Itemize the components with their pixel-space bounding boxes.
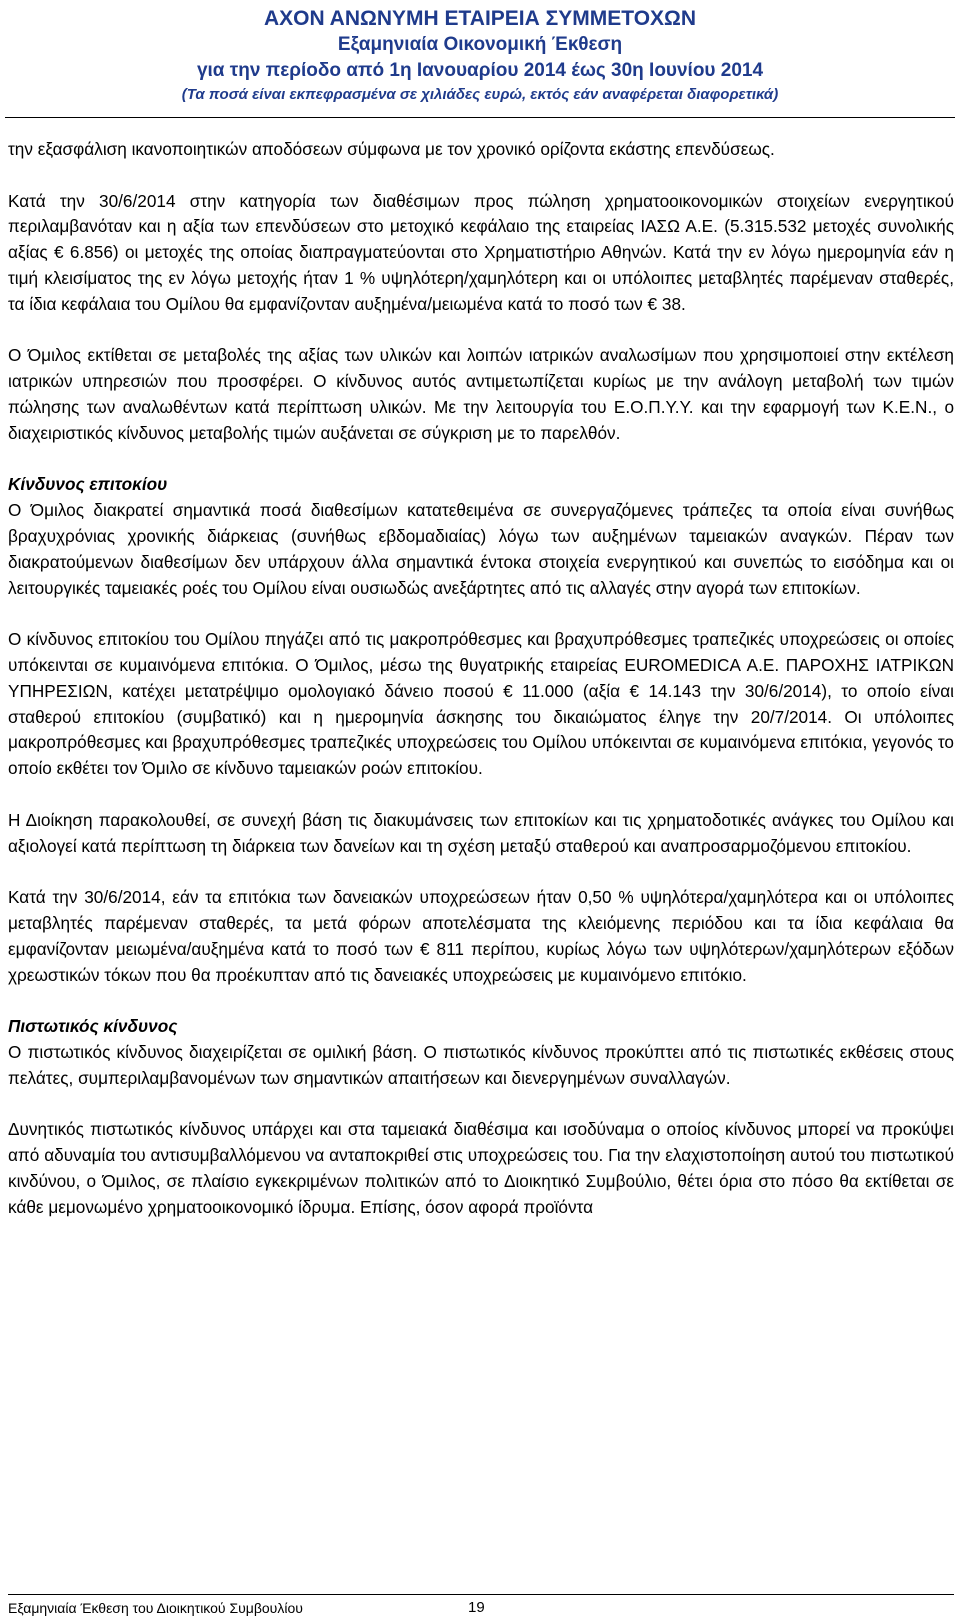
paragraph: Η Διοίκηση παρακολουθεί, σε συνεχή βάση τις διακυμάνσεις των επιτοκίων και τις χρηματοδοτικές ανάγκες του Ομίλου και αξιολογεί κατά περίπτωση τη διάρκεια των δανείων και τη σχέση μεταξύ σταθερού και αναπροσαρμοζόμενου επιτοκίου. [8, 809, 954, 856]
paragraph: Ο Όμιλος εκτίθεται σε μεταβολές της αξίας των υλικών και λοιπών ιατρικών αναλωσίμων που χρησιμοποιεί στην εκτέλεση ιατρικών υπηρεσιών που προσφέρει. Ο κίνδυνος αυτός αντιμετωπίζεται κυρίως με την ανάλογη μεταβολή των τιμών πώλησης των αναλωθέντων κατά περίπτωση υλικών. Με την λειτουργία του Ε.Ο.Π.Υ.Υ. και την εφαρμογή των Κ.Ε.Ν., ο διαχειριστικός κίνδυνος μεταβολής τιμών αυξάνεται σε σύγκριση με το παρελθόν. [8, 345, 954, 443]
paragraph: Ο κίνδυνος επιτοκίου του Ομίλου πηγάζει από τις μακροπρόθεσμες και βραχυπρόθεσμες τραπεζικές υποχρεώσεις οι οποίες υπόκεινται σε κυμαινόμενα επιτόκια. Ο Όμιλος, μέσω της θυγατρικής εταιρείας EUROMEDICA Α.Ε. ΠΑΡΟΧΗΣ ΙΑΤΡΙΚΩΝ ΥΠΗΡΕΣΙΩΝ, κατέχει μετατρέψιμο ομολογιακό δάνειο ποσού € 11.000 (αξία € 14.143 την 30/6/2014), το οποίο είναι σταθερού επιτοκίου (συμβατικό) και η ημερομηνία άσκησης του δικαιώματος έληγε την 20/7/2014. Οι υπόλοιπες μακροπρόθεσμες και βραχυπρόθεσμες τραπεζικές υποχρεώσεις του Ομίλου υπόκεινται σε κυμαινόμενα επιτόκια, γεγονός το οποίο εκθέτει τον Όμιλο σε κίνδυνο ταμειακών ροών επιτοκίου. [8, 629, 954, 779]
paragraph: την εξασφάλιση ικανοποιητικών αποδόσεων σύμφωνα με τον χρονικό ορίζοντα εκάστης επενδύσεως. [8, 139, 775, 159]
document-body [8, 137, 954, 1246]
paragraph: Ο πιστωτικός κίνδυνος διαχειρίζεται σε ομιλική βάση. Ο πιστωτικός κίνδυνος προκύπτει από τις πιστωτικές εκθέσεις στους πελάτες, συμπεριλαμβανομένων των σημαντικών απαιτήσεων και διενεργημένων συναλλαγών. [8, 1041, 954, 1088]
paragraph: Ο Όμιλος διακρατεί σημαντικά ποσά διαθεσίμων κατατεθειμένα σε συνεργαζόμενες τράπεζες τα οποία είναι συνήθως βραχυχρόνιας χρονικής διάρκειας (συνήθως εβδομαδιαίας) λόγω των αυξημένων ταμειακών αναγκών. Πέραν των διακρατούμενων διαθεσίμων δεν υπάρχουν άλλα σημαντικά έντοκα στοιχεία ενεργητικού και συνεπώς το εισόδημα και οι λειτουργικές ταμειακές ροές του Ομίλου είναι ουσιωδώς ανεξάρτητες από τις αλλαγές στην αγορά των επιτοκίων. [8, 500, 954, 598]
footer-title: Εξαμηνιαία Έκθεση του Διοικητικού Συμβουλίου [8, 1600, 303, 1616]
page-number: 19 [468, 1599, 485, 1616]
report-title: Εξαμηνιαία Οικονομική Έκθεση [337, 34, 623, 55]
section-heading-credit-risk: Πιστωτικός κίνδυνος [8, 1016, 178, 1037]
paragraph: Δυνητικός πιστωτικός κίνδυνος υπάρχει και στα ταμειακά διαθέσιμα και ισοδύναμα ο οποίος κίνδυνος μπορεί να προκύψει από αδυναμία του αντισυμβαλλόμενου να ανταποκριθεί στις υποχρεώσεις του. Για την ελαχιστοποίηση αυτού του πιστωτικού κινδύνου, ο Όμιλος, σε πλαίσιο εγκεκριμένων πολιτικών από το Διοικητικό Συμβούλιο, θέτει όρια στο πόσο θα εκτίθεται σε κάθε μεμονωμένο χρηματοοικονομικό ίδρυμα. Επίσης, όσον αφορά προϊόντα [8, 1119, 954, 1217]
paragraph: Κατά την 30/6/2014, εάν τα επιτόκια των δανειακών υποχρεώσεων ήταν 0,50 % υψηλότερα/χαμηλότερα και οι υπόλοιπες μεταβλητές παρέμεναν σταθερές, τα μετά φόρων αποτελέσματα της κλειόμενης περιόδου και τα ίδια κεφάλαια θα εμφανίζονταν μειωμένα/αυξημένα κατά το ποσό των € 811 περίπου, κυρίως λόγω των υψηλότερων/χαμηλότερων εξόδων χρεωστικών τόκων που θα προέκυπταν από τις δανειακές υποχρεώσεις με κυμαινόμενο επιτόκιο. [8, 887, 954, 985]
report-period: για την περίοδο από 1η Ιανουαρίου 2014 έως 30η Ιουνίου 2014 [196, 60, 764, 81]
paragraph: Κατά την 30/6/2014 στην κατηγορία των διαθέσιμων προς πώληση χρηματοοικονομικών στοιχείων ενεργητικού περιλαμβανόταν και η αξία των επενδύσεων στο μετοχικό κεφάλαιο της εταιρείας ΙΑΣΩ Α.Ε. (5.315.532 μετοχές συνολικής αξίας € 6.856) οι μετοχές της οποίας διαπραγματεύονται στο Χρηματιστήριο Αθηνών. Κατά την εν λόγω ημερομηνία εάν η τιμή κλεισίματος της εν λόγω μετοχής ήταν 1 % υψηλότερη/χαμηλότερη και οι υπόλοιπες μεταβλητές παρέμεναν σταθερές, τα ίδια κεφάλαια του Ομίλου θα εμφανίζονταν αυξημένα/μειωμένα κατά το ποσό των € 38. [8, 190, 954, 314]
page-footer [8, 1594, 954, 1616]
currency-note: (Τα ποσά είναι εκπεφρασμένα σε χιλιάδες ευρώ, εκτός εάν αναφέρεται διαφορετικά) [181, 86, 779, 103]
document-header [0, 6, 960, 106]
company-name: ΑΧΟΝ ΑΝΩΝΥΜΗ ΕΤΑΙΡΕΙΑ ΣΥΜΜΕΤΟΧΩΝ [263, 7, 697, 30]
section-heading-interest-rate-risk: Κίνδυνος επιτοκίου [8, 474, 168, 495]
header-divider [5, 117, 955, 118]
